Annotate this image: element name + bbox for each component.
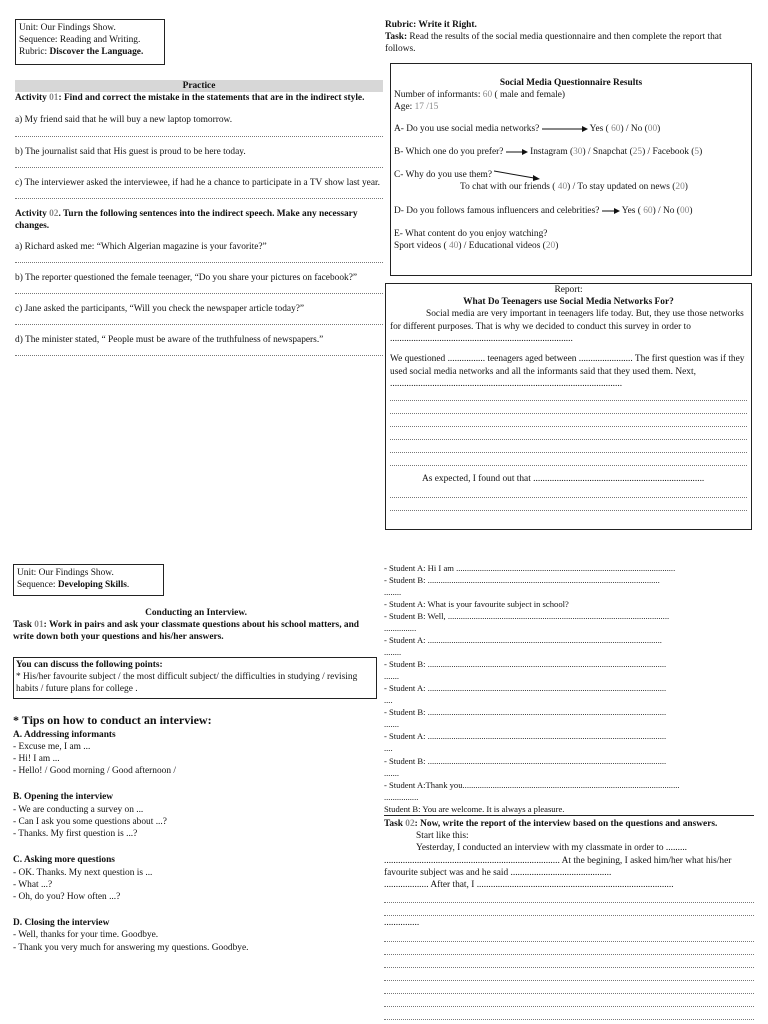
tip-line: - Hello! / Good morning / Good afternoon / xyxy=(13,766,176,777)
interview-task: Task 01: Work in pairs and ask your classmate questions about his school matters, and write down both your questions and his/her answers. xyxy=(13,620,360,643)
report-box xyxy=(385,283,752,530)
age-line: Age: 17 /15 xyxy=(394,102,439,113)
dialogue-line[interactable]: - Student A:Thank you..................................................................................................... xyxy=(384,779,680,790)
unit-line: Unit: Our Findings Show. xyxy=(19,23,116,33)
dialogue-short: .... xyxy=(384,695,393,706)
arrow-icon xyxy=(494,169,540,181)
report-line[interactable] xyxy=(390,441,747,453)
answer-line[interactable] xyxy=(15,127,383,137)
task-2-s1: Yesterday, I conducted an interview with my classmate in order to ......... xyxy=(416,843,688,854)
practice-section xyxy=(15,80,383,357)
question-c: C- Why do you use them? xyxy=(394,169,748,181)
tip-line: - Thanks. My first question is ...? xyxy=(13,829,138,840)
sequence-line: Sequence: Reading and Writing. xyxy=(19,35,141,46)
activity-2-heading: Activity 02. Turn the following sentences into the indirect speech. Make any necessary changes. xyxy=(15,209,358,232)
arrow-icon xyxy=(602,207,620,215)
dialogue-line[interactable]: - Student B: ............................................................................................................... xyxy=(384,707,667,718)
dialogue-short: ....... xyxy=(384,767,400,778)
dialogue-line: Student B: You are welcome. It is always a pleasure. xyxy=(384,803,565,814)
activity-2-c: c) Jane asked the participants, “Will you check the newspaper article today?” xyxy=(15,303,305,314)
points-text: * His/her favourite subject / the most difficult subject/ the difficulties in studying / revising habits / future plans for college . xyxy=(16,672,358,695)
sequence-line: Sequence: Developing Skills. xyxy=(17,580,130,591)
tip-line: - OK. Thanks. My next question is ... xyxy=(13,867,153,878)
activity-1-c: c) The interviewer asked the interviewee, if had he a chance to participate in a TV show last year. xyxy=(15,177,380,188)
rubric-write-it-right xyxy=(385,19,753,56)
task-2-s2: ........................................................................... At the begining, I asked him/her what his/her favourite subject was and he said ........................................... xyxy=(384,855,732,878)
informants-line: Number of informants: 60 ( male and female) xyxy=(394,90,566,101)
question-e: E- What content do you enjoy watching? xyxy=(394,228,548,239)
tip-line: - Can I ask you some questions about ...? xyxy=(13,816,167,827)
tip-line: - We are conducting a survey on ... xyxy=(13,804,144,815)
interview-section xyxy=(13,607,379,644)
discussion-points-box xyxy=(13,657,377,699)
tip-line: - Oh, do you? How often ...? xyxy=(13,892,121,902)
unit-info-box xyxy=(15,19,165,65)
writing-line[interactable] xyxy=(384,930,754,942)
dialogue-short: ........ xyxy=(384,647,402,658)
dialogue-short: .... xyxy=(384,743,393,754)
activity-2-b: b) The reporter questioned the female teenager, “Do you share your pictures on facebook?” xyxy=(15,272,358,283)
unit-line: Unit: Our Findings Show. xyxy=(17,568,114,578)
report-paragraph-1: Social media are very important in teenagers life today. But, they use those networks for different purposes. That is why we decided to conduct this survey in order to .............................................................................. xyxy=(390,309,744,344)
report-line[interactable] xyxy=(390,415,747,427)
rubric-line: Rubric: Discover the Language. xyxy=(19,47,144,58)
dialogue-line[interactable]: - Student A: ............................................................................................................... xyxy=(384,731,667,742)
practice-title: Practice xyxy=(15,80,383,92)
task-instruction: Task: Read the results of the social media questionnaire and then complete the report that follows. xyxy=(385,32,722,55)
interview-title: Conducting an Interview. xyxy=(145,608,247,618)
tip-line: - Well, thanks for your time. Goodbye. xyxy=(13,930,159,941)
report-paragraph-3: As expected, I found out that ......................................................................... xyxy=(422,474,705,485)
tip-line: - What ...? xyxy=(13,879,53,890)
tips-a-title: A. Addressing informants xyxy=(13,729,116,740)
writing-line[interactable] xyxy=(384,995,754,1007)
report-line[interactable] xyxy=(390,428,747,440)
dialogue-line[interactable]: - Student B: ............................................................................................................ xyxy=(384,575,660,586)
unit-info-box-2 xyxy=(13,564,164,596)
answer-c: To chat with our friends ( 40) / To stay updated on news (20) xyxy=(460,182,688,193)
report-title: What Do Teenagers use Social Media Networks For? xyxy=(463,297,674,308)
report-line[interactable] xyxy=(390,454,747,466)
arrow-icon xyxy=(506,148,528,156)
answer-line[interactable] xyxy=(15,158,383,168)
activity-1-heading: Activity 01: Find and correct the mistake in the statements that are in the indirect style. xyxy=(15,93,365,104)
questionnaire-title: Social Media Questionnaire Results xyxy=(499,78,643,88)
question-a: A- Do you use social media networks? Yes ( 60) / No (00) xyxy=(394,123,661,134)
activity-2-a: a) Richard asked me: “Which Algerian magazine is your favorite?” xyxy=(15,241,267,252)
answer-line[interactable] xyxy=(15,346,383,356)
questionnaire-results-box xyxy=(390,63,752,276)
writing-line[interactable] xyxy=(384,982,754,994)
writing-line[interactable] xyxy=(384,956,754,968)
dialogue-line[interactable]: - Student B: ............................................................................................................... xyxy=(384,755,667,766)
task-2-start: Start like this: xyxy=(416,831,469,842)
writing-line[interactable] xyxy=(384,891,754,903)
dialogue-line[interactable]: - Student B: ............................................................................................................... xyxy=(384,659,667,670)
dialogue-short: ....... xyxy=(384,671,400,682)
tips-section xyxy=(13,713,379,954)
report-line[interactable] xyxy=(390,499,747,511)
report-label: Report: xyxy=(554,285,583,295)
writing-line[interactable] xyxy=(384,1008,754,1020)
report-line[interactable] xyxy=(390,486,747,498)
answer-line[interactable] xyxy=(15,253,383,263)
report-paragraph-2: We questioned ................ teenagers aged between ....................... The first question was if they used social media networks and all the informants said that they used them. Next, ................................................................................................... xyxy=(390,354,745,389)
tips-title: * Tips on how to conduct an interview: xyxy=(13,713,212,727)
tips-c-title: C. Asking more questions xyxy=(13,855,115,866)
dialogue-short: ................ xyxy=(384,791,419,802)
dialogue-short: ....... xyxy=(384,719,400,730)
arrow-icon xyxy=(542,125,588,133)
answer-line[interactable] xyxy=(15,284,383,294)
report-line[interactable] xyxy=(390,402,747,414)
task-2-section xyxy=(384,815,754,1021)
answer-line[interactable] xyxy=(15,189,383,199)
dialogue-line[interactable]: - Student B: Well, ....................................................................................................... xyxy=(384,611,670,622)
writing-line[interactable] xyxy=(384,969,754,981)
activity-2-d: d) The minister stated, “ People must be aware of the truthfulness of newspapers.” xyxy=(15,335,324,346)
task-2-s3: ................... After that, I .................................................................................... xyxy=(384,880,674,891)
activity-1-b: b) The journalist said that His guest is proud to be here today. xyxy=(15,146,246,157)
tip-line: - Excuse me, I am ... xyxy=(13,741,91,752)
task-2-s4: ............... xyxy=(384,918,420,929)
dialogue-short: ........ xyxy=(384,587,402,598)
answer-e: Sport videos ( 40) / Educational videos (20) xyxy=(394,241,559,252)
task-2-heading: Task 02: Now, write the report of the interview based on the questions and answers. xyxy=(384,819,718,829)
tips-b-title: B. Opening the interview xyxy=(13,792,113,803)
writing-line[interactable] xyxy=(384,943,754,955)
dialogue-line: - Student A: What is your favourite subject in school? xyxy=(384,599,569,610)
dialogue-section xyxy=(384,562,754,815)
question-b: B- Which one do you prefer? Instagram (30) / Snapchat (25) / Facebook (5) xyxy=(394,146,703,157)
answer-line[interactable] xyxy=(15,315,383,325)
points-title: You can discuss the following points: xyxy=(16,660,163,670)
question-d: D- Do you follows famous influencers and celebrities? Yes ( 60) / No (00) xyxy=(394,205,693,216)
tip-line: - Thank you very much for answering my questions. Goodbye. xyxy=(13,942,249,953)
tips-d-title: D. Closing the interview xyxy=(13,918,110,929)
rubric-title: Rubric: Write it Right. xyxy=(385,20,477,30)
dialogue-line[interactable]: - Student A: Hi I am ...................................................................................................... xyxy=(384,563,676,573)
tip-line: - Hi! I am ... xyxy=(13,754,60,765)
dialogue-short: ............... xyxy=(384,623,417,634)
activity-1-a: a) My friend said that he will buy a new laptop tomorrow. xyxy=(15,115,233,126)
dialogue-line[interactable]: - Student A: ............................................................................................................. xyxy=(384,635,662,646)
dialogue-line[interactable]: - Student A: ............................................................................................................... xyxy=(384,683,667,694)
writing-line[interactable] xyxy=(384,904,754,916)
report-line[interactable] xyxy=(390,389,747,401)
